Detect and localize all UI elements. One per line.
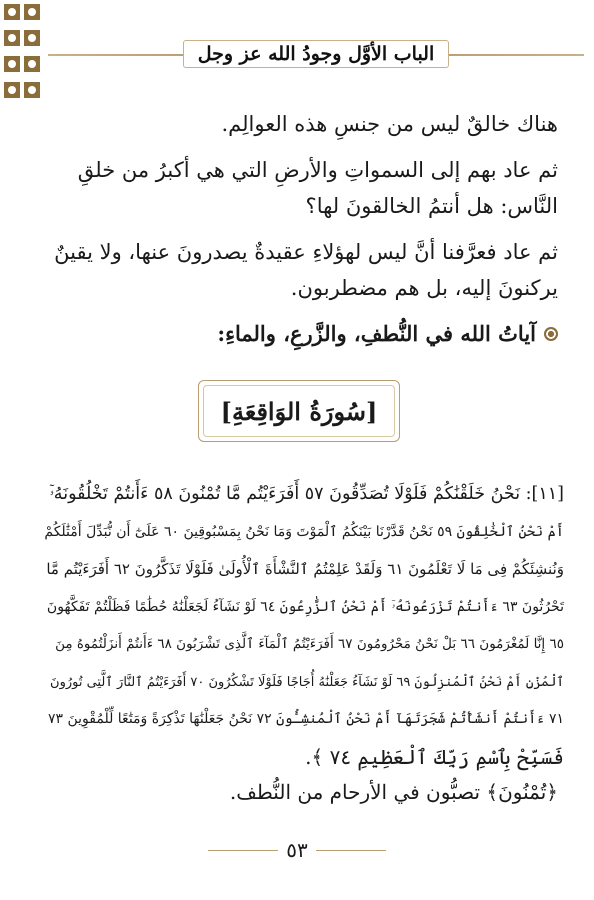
- footnote: ﴿تُمْنُونَ﴾ تصبُّون في الأرحام من النُّطف.: [229, 780, 558, 804]
- quran-line: ٦٥ إِنَّا لَمُغْرَمُونَ ٦٦ بَلْ نَحْنُ مَحْرُومُونَ ٦٧ أَفَرَءَيْتُمُ ٱلْمَآءَ ٱلَّذِى تَشْرَبُونَ ٦٨ ءَأَنتُمْ أَنزَلْتُمُوهُ مِنَ: [55, 636, 564, 652]
- corner-ornament: [0, 0, 46, 112]
- page-number-bar: [200, 838, 394, 862]
- surah-title: [سُورَةُ الوَاقِعَةِ]: [220, 396, 378, 426]
- body-text: [40, 106, 558, 352]
- quran-line: ٧١ ءَأَنتُمْ أَنشَأْتُمْ شَجَرَتَهَآ أَمْ نَحْنُ ٱلْمُنشِـُٔونَ ٧٢ نَحْنُ جَعَلْنَٰهَا تَذْكِرَةً وَمَتَٰعًا لِّلْمُقْوِينَ ٧٣: [47, 711, 564, 727]
- quran-line: فَسَبِّحْ بِٱسْمِ رَبِّكَ ٱلْعَظِيمِ ٧٤ ﴾.: [305, 744, 564, 769]
- quran-passage: [38, 476, 564, 776]
- page-number: ٥٣: [286, 838, 308, 862]
- quran-line: [١١]: نَحْنُ خَلَقْنَٰكُمْ فَلَوْلَا تُصَدِّقُونَ ٥٧ أَفَرَءَيْتُم مَّا تُمْنُونَ ٥٨ ءَأَنتُمْ تَخْلُقُونَهُۥٓ: [49, 484, 564, 504]
- quran-line: تَحْرُثُونَ ٦٣ ءَأَنتُمْ تَزْرَعُونَهُۥٓ أَمْ نَحْنُ ٱلزَّٰرِعُونَ ٦٤ لَوْ نَشَآءُ لَجَعَلْنَٰهُ حُطَٰمًا فَظَلْتُمْ تَفَكَّهُونَ: [46, 598, 564, 615]
- quran-line: أَمْ نَحْنُ ٱلْخَٰلِقُونَ ٥٩ نَحْنُ قَدَّرْنَا بَيْنَكُمُ ٱلْمَوْتَ وَمَا نَحْنُ بِمَسْبُوقِينَ ٦٠ عَلَىٰٓ أَن نُّبَدِّلَ أَمْثَٰلَكُمْ: [44, 523, 564, 540]
- quran-line: ٱلْمُزْنِ أَمْ نَحْنُ ٱلْمُنزِلُونَ ٦٩ لَوْ نَشَآءُ جَعَلْنَٰهُ أُجَاجًا فَلَوْلَا تَشْكُرُونَ ٧٠ أَفَرَءَيْتُمُ ٱلنَّارَ ٱلَّتِى تُورُونَ: [50, 674, 564, 690]
- chapter-title: الباب الأوَّل وجودُ الله عز وجل: [183, 40, 450, 68]
- surah-title-frame: [198, 380, 400, 442]
- quran-line: وَنُنشِئَكُمْ فِى مَا لَا تَعْلَمُونَ ٦١ وَلَقَدْ عَلِمْتُمُ ٱلنَّشْأَةَ ٱلْأُولَىٰ فَلَوْلَا تَذَكَّرُونَ ٦٢ أَفَرَءَيْتُم مَّا: [46, 560, 564, 578]
- paragraph-2: ثم عاد بهم إلى السمواتِ والأرضِ التي هي أكبرُ من خلقِ النَّاس: هل أنتمُ الخالقونَ لها؟: [77, 158, 558, 218]
- paragraph-3: ثم عاد فعرَّفنا أنَّ ليس لهؤلاءِ عقيدةٌ يصدرونَ عنها، ولا يقينٌ يركنونَ إليه، بل هم مضطربون.: [54, 240, 558, 300]
- bullet-icon: [544, 327, 558, 341]
- section-heading: [40, 316, 558, 352]
- paragraph-1: هناك خالقٌ ليس من جنسِ هذه العوالِم.: [221, 112, 558, 136]
- section-heading-text: آياتُ الله في النُّطفِ، والزَّرعِ، والماءِ:: [217, 321, 536, 346]
- page-header: [48, 34, 584, 74]
